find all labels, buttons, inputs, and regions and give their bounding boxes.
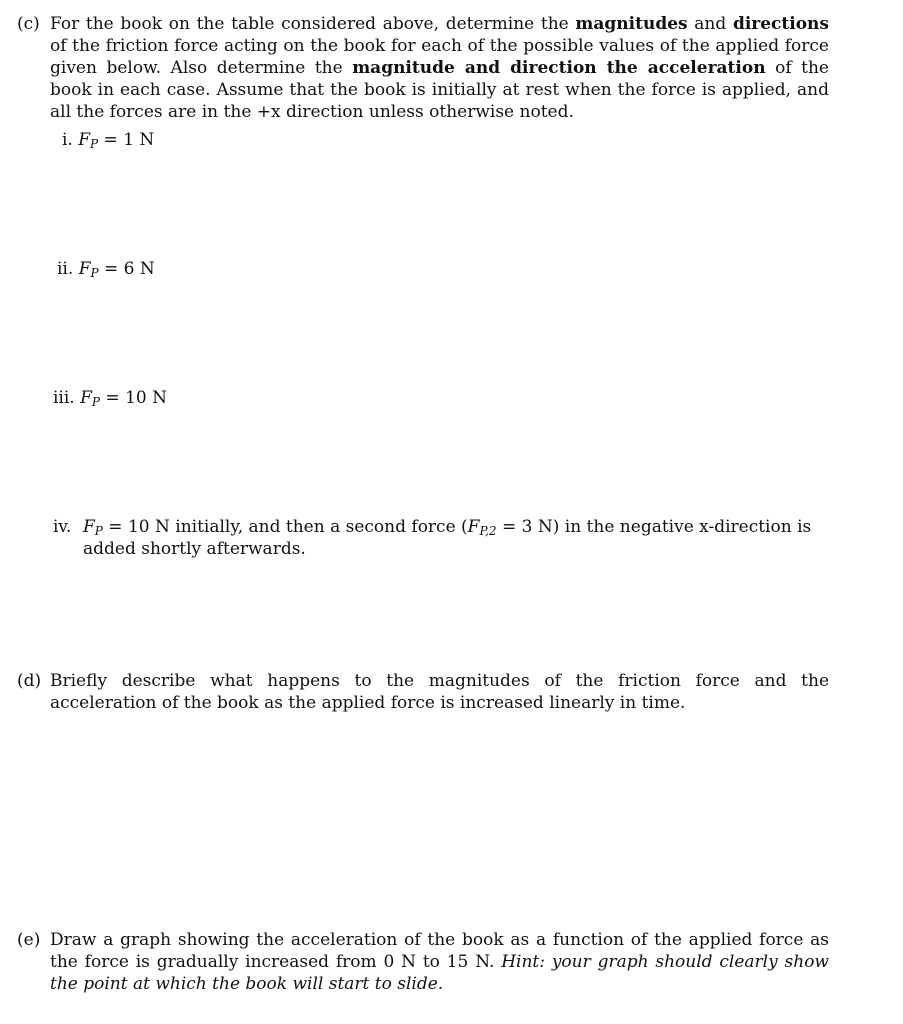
part-e-hint: Hint: your graph should clearly show the point at which the book will start to slide. <box>50 952 829 994</box>
part-e-label: (e) <box>17 930 41 950</box>
question-part-c <box>17 13 829 123</box>
part-c-item-iii: iii. $F_P = 10$ N <box>53 388 167 409</box>
part-d-text: Briefly describe what happens to the magnitudes of the friction force and the acceleration of the book as the applied force is increased linearly in time. <box>50 671 829 713</box>
item-iv-text: $F_P = 10$ N initially, and then a second force ($F_{P,2} = 3$ N) in the negative x-direction is added shortly afterwards. <box>83 517 812 559</box>
part-d-label: (d) <box>17 671 42 691</box>
question-part-e <box>17 929 829 995</box>
part-c-item-i: i. $F_P = 1$ N <box>62 130 155 151</box>
item-iv-label: iv. <box>53 517 72 537</box>
part-c-text: For the book on the table considered above, determine the magnitudes and directions of the friction force acting on the book for each of the possible values of the applied force given below. Also determine the magnitude and direction the acceleration of the book in each case. Assume that the book is initially at rest when the force is applied, and all the forces are in the +x direction unless otherwise noted. <box>50 14 829 122</box>
part-c-item-iv <box>53 516 829 560</box>
part-c-item-ii: ii. $F_P = 6$ N <box>57 259 155 280</box>
question-part-d <box>17 670 829 714</box>
part-e-text: Draw a graph showing the acceleration of the book as a function of the applied force as the force is gradually increased from 0 N to 15 N. Hint: your graph should clearly show the point at which the book will start to slide. <box>50 930 829 994</box>
part-c-label: (c) <box>17 14 40 34</box>
